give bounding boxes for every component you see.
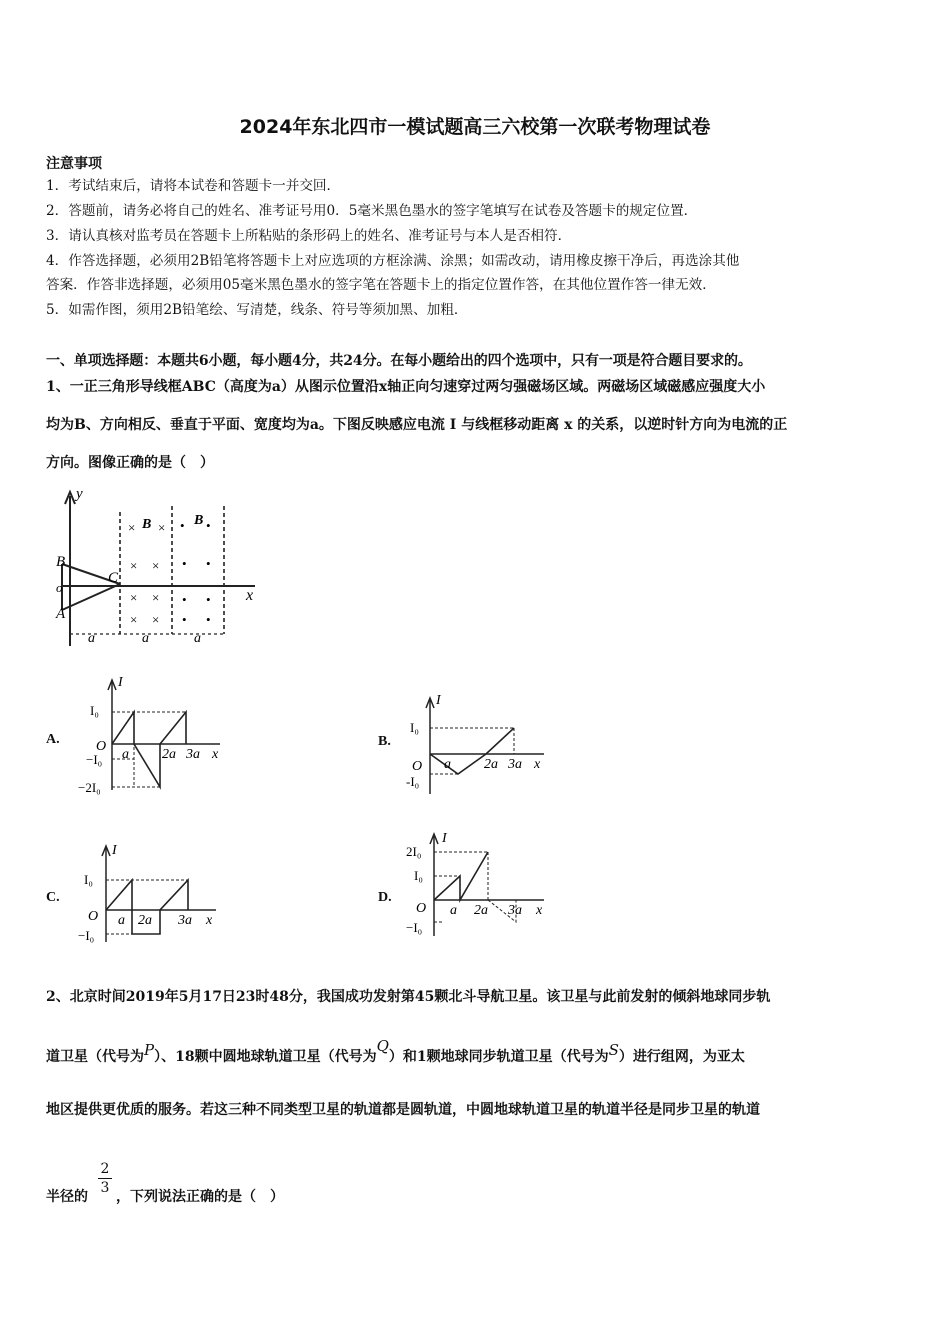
- code-q: Q: [376, 1037, 389, 1055]
- svg-text:2a: 2a: [162, 747, 176, 762]
- fig-a-vertex: A: [56, 606, 66, 622]
- notice-line-6: 5．如需作图，须用2B铅笔绘、写清楚，线条、符号等须加黑、加粗．: [46, 302, 468, 318]
- fig-width-a-3: a: [194, 631, 201, 646]
- q2-line-4b: ，下列说法正确的是（ ）: [116, 1189, 284, 1205]
- q2-line-1: 2、北京时间2019年5月17日23时48分，我国成功发射第45颗北斗导航卫星。该卫星与此前发射的倾斜地球同步轨: [46, 989, 771, 1005]
- svg-text:•: •: [182, 592, 187, 607]
- svg-text:I₀: I₀: [84, 872, 93, 887]
- fig-b-vertex: B: [56, 554, 66, 570]
- option-d-graph[interactable]: [404, 826, 554, 941]
- fraction-numerator: 2: [100, 1161, 110, 1177]
- fig-origin-label: o: [56, 580, 63, 595]
- svg-text:O: O: [416, 901, 427, 916]
- svg-text:•: •: [206, 518, 211, 533]
- svg-text:x: x: [536, 903, 543, 918]
- svg-text:3a: 3a: [178, 913, 192, 928]
- svg-text:−I₀: −I₀: [406, 920, 423, 935]
- page-title: 2024年东北四市一模试题高三六校第一次联考物理试卷: [239, 116, 711, 138]
- option-b-label[interactable]: B.: [378, 734, 391, 749]
- code-s: S: [608, 1041, 619, 1059]
- svg-text:3a: 3a: [186, 747, 200, 762]
- svg-text:I₀: I₀: [90, 703, 99, 718]
- svg-text:−I₀: −I₀: [86, 752, 103, 767]
- svg-text:2a: 2a: [138, 913, 152, 928]
- notice-line-2: 2．答题前，请务必将自己的姓名、准考证号用0．5毫米黑色墨水的签字笔填写在试卷及答题卡的规定位置．: [46, 203, 698, 219]
- fig-width-a-1: a: [88, 631, 95, 646]
- svg-text:I₀: I₀: [414, 868, 423, 883]
- notice-line-5: 答案．作答非选择题，必须用05毫米黑色墨水的签字笔在答题卡上的指定位置作答，在其他位置作答一律无效．: [46, 277, 716, 293]
- q2-line-3: 地区提供更优质的服务。若这三种不同类型卫星的轨道都是圆轨道，中圆地球轨道卫星的轨道半径是同步卫星的轨道: [46, 1102, 760, 1118]
- svg-text:2a: 2a: [474, 903, 488, 918]
- option-d-label[interactable]: D.: [378, 890, 392, 905]
- svg-text:•: •: [182, 612, 187, 627]
- fig-x-label: x: [246, 587, 254, 604]
- svg-text:×: ×: [152, 612, 160, 627]
- svg-text:3a: 3a: [508, 903, 522, 918]
- svg-text:O: O: [96, 739, 107, 754]
- option-a-graph[interactable]: [78, 672, 238, 802]
- svg-text:×: ×: [128, 520, 136, 535]
- svg-text:×: ×: [152, 590, 160, 605]
- fig-c-vertex: C: [108, 570, 119, 586]
- svg-text:2a: 2a: [484, 757, 498, 772]
- svg-text:O: O: [88, 909, 99, 924]
- q1-field-figure: [50, 484, 270, 654]
- svg-text:•: •: [180, 518, 185, 533]
- cross-field-marks: [128, 520, 165, 627]
- option-b-graph[interactable]: [404, 690, 554, 800]
- svg-text:−I₀: −I₀: [78, 928, 95, 943]
- svg-text:I: I: [118, 675, 123, 690]
- code-p: P: [144, 1041, 155, 1059]
- svg-text:a: a: [122, 747, 129, 762]
- svg-text:O: O: [412, 759, 423, 774]
- svg-text:x: x: [212, 747, 219, 762]
- option-a-label[interactable]: A.: [46, 732, 60, 747]
- svg-text:−2I₀: −2I₀: [78, 780, 101, 795]
- section-heading: 一、单项选择题：本题共6小题，每小题4分，共24分。在每小题给出的四个选项中，只有一项是符合题目要求的。: [46, 353, 752, 369]
- fig-y-label: y: [76, 486, 83, 502]
- svg-text:a: a: [118, 913, 125, 928]
- svg-text:•: •: [206, 612, 211, 627]
- fig-width-a-2: a: [142, 631, 149, 646]
- svg-text:I₀: I₀: [410, 720, 419, 735]
- svg-text:I: I: [442, 831, 447, 846]
- svg-text:•: •: [206, 556, 211, 571]
- q2-line-4a: 半径的: [46, 1189, 88, 1205]
- q1-line-3: 方向。图像正确的是（ ）: [46, 455, 214, 471]
- q1-line-2: 均为B、方向相反、垂直于平面、宽度均为a。下图反映感应电流 I 与线框移动距离 x 的关系，以逆时针方向为电流的正: [46, 417, 788, 433]
- fraction-two-thirds: [98, 1160, 112, 1197]
- notice-heading: 注意事项: [46, 156, 102, 172]
- svg-text:•: •: [182, 556, 187, 571]
- svg-text:x: x: [534, 757, 541, 772]
- option-c-label[interactable]: C.: [46, 890, 60, 905]
- svg-text:×: ×: [130, 590, 138, 605]
- svg-text:•: •: [206, 592, 211, 607]
- svg-text:x: x: [206, 913, 213, 928]
- fig-b-field-1: B: [142, 517, 152, 532]
- q1-line-1: 1、一正三角形导线框ABC（高度为a）从图示位置沿x轴正向匀速穿过两匀强磁场区域。两磁场区域磁感应强度大小: [46, 379, 766, 395]
- svg-text:a: a: [450, 903, 457, 918]
- svg-text:-I₀: -I₀: [406, 774, 420, 789]
- notice-line-4: 4．作答选择题，必须用2B铅笔将答题卡上对应选项的方框涂满、涂黑；如需改动，请用橡皮擦干净后，再选涂其他: [46, 253, 740, 269]
- svg-text:×: ×: [130, 558, 138, 573]
- svg-text:×: ×: [130, 612, 138, 627]
- notice-line-3: 3．请认真核对监考员在答题卡上所粘贴的条形码上的姓名、准考证号与本人是否相符．: [46, 228, 572, 244]
- svg-text:I: I: [436, 693, 441, 708]
- notice-line-1: 1．考试结束后，请将本试卷和答题卡一并交回．: [46, 178, 341, 194]
- svg-text:I: I: [112, 843, 117, 858]
- svg-text:×: ×: [158, 520, 166, 535]
- svg-text:2I₀: 2I₀: [406, 844, 422, 859]
- svg-text:a: a: [444, 757, 451, 772]
- fraction-denominator: 3: [98, 1178, 112, 1197]
- dot-field-marks: [180, 518, 211, 627]
- fig-b-field-2: B: [194, 513, 204, 528]
- q2-line-2: 道卫星（代号为P）、18颗中圆地球轨道卫星（代号为Q）和1颗地球同步轨道卫星（代号为S）进行组网，为亚太: [46, 1037, 745, 1065]
- svg-text:3a: 3a: [508, 757, 522, 772]
- svg-text:×: ×: [152, 558, 160, 573]
- option-c-graph[interactable]: [78, 838, 228, 948]
